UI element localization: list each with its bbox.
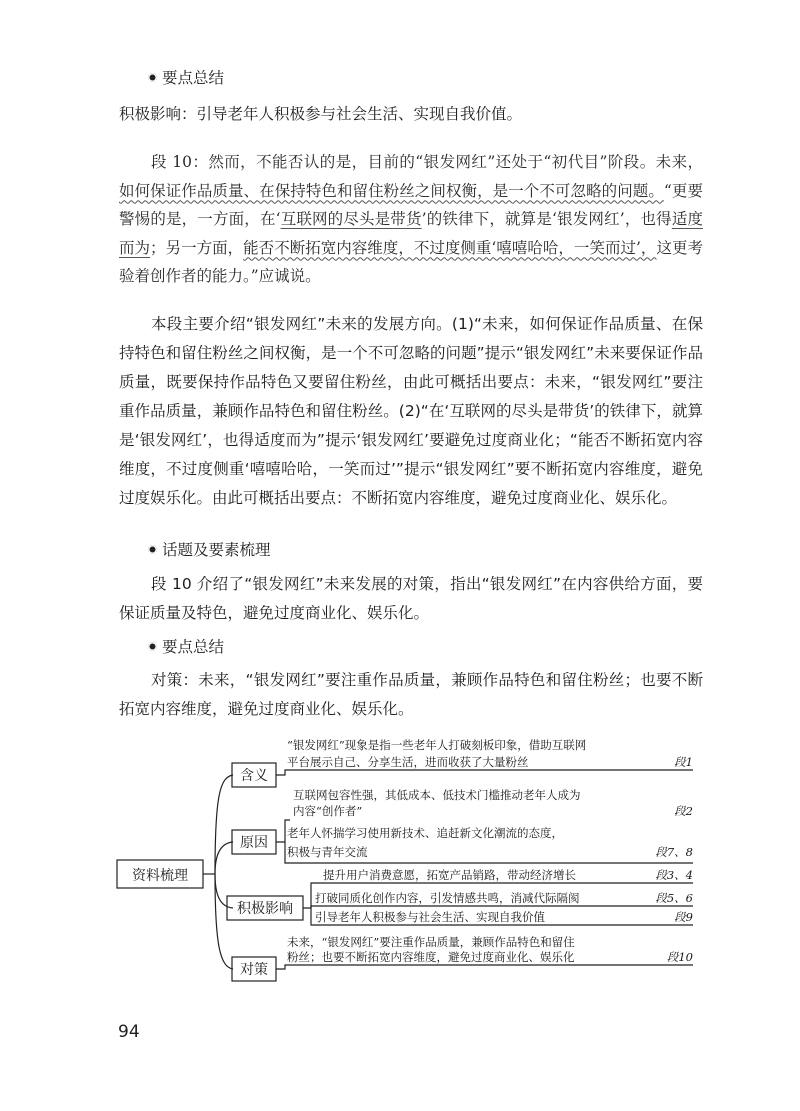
- paragraph-ref: 段1: [674, 755, 693, 769]
- topic-heading: 话题及要素梳理: [148, 538, 732, 562]
- paragraph-ref: 段7、8: [655, 845, 693, 859]
- leaf-text: “银发网红”现象是指一些老年人打破刻板印象，借助互联网: [287, 738, 587, 752]
- root-label: 资料梳理: [132, 868, 188, 884]
- underlined-phrase: 适度而为: [119, 210, 703, 257]
- leaf-text: 内容“创作者”: [293, 804, 363, 818]
- topic-text: 段 10 介绍了“银发网红”未来发展的对策，指出“银发网红”在内容供给方面，要保证质量及特色，避免过度商业化、娱乐化。: [119, 575, 703, 622]
- leaf-text: 未来，“银发网红”要注重作品质量，兼顾作品特色和留住: [287, 935, 575, 949]
- leaf-text: 互联网包容性强，其低成本、低技术门槛推动老年人成为: [293, 788, 581, 802]
- summary-text-1: 积极影响：引导老年人积极参与社会生活、实现自我价值。: [119, 105, 523, 123]
- paragraph-ref: 段9: [674, 910, 693, 924]
- analysis-paragraph: 本段主要介绍“银发网红”未来的发展方向。(1)“未来，如何保证作品质量、在保持特色和留住粉丝之间权衡，是一个不可忽略的问题”提示“银发网红”未来要保证作品质量，既要保持作品特色又要留住粉丝，由此可概括出要点：未来，“银发网红”要注重作品质量，兼顾作品特色和留住粉丝。(2)“在‘互联网的尽头是带货’的铁律下，就算是‘银发网红’，也得适度而为”提示‘银发网红’要避免过度商业化；“能否不断拓宽内容维度，不过度侧重‘嘻嘻哈哈，一笑而过’”提示“银发网红”要不断拓宽内容维度，避免过度娱乐化。由此可概括出要点：不断拓宽内容维度，避免过度商业化、娱乐化。: [119, 315, 703, 507]
- bullet-icon: [148, 642, 157, 651]
- leaf-text: 老年人怀揣学习使用新技术、追赶新文化潮流的态度，: [287, 826, 563, 840]
- passage-lead: 段 10：然而，不能否认的是，目前的“银发网红”还处于“初代目”阶段。未来，: [151, 153, 703, 171]
- page-number: 94: [118, 1022, 140, 1042]
- summary-heading-2: 要点总结: [148, 635, 732, 659]
- resource-mindmap: [115, 735, 695, 995]
- underlined-phrase: 如何保证作品质量、在保持特色和留住粉丝之间权衡，是一个不可忽略的问题。: [119, 181, 664, 200]
- paragraph-ref: 段2: [674, 804, 693, 818]
- paragraph-ref: 段3、4: [655, 868, 693, 882]
- leaf-text: 积极与青年交流: [287, 845, 368, 859]
- bullet-icon: [148, 73, 157, 82]
- leaf-text: 提升用户消费意愿，拓宽产品销路，带动经济增长: [323, 868, 576, 882]
- passage-10: 段 10：然而，不能否认的是，目前的“银发网红”还处于“初代目”阶段。未来，如何保证作品质量、在保持特色和留住粉丝之间权衡，是一个不可忽略的问题。“更要警惕的是，一方面，在‘互联网的尽头是带货’的铁律下，就算是‘银发网红’，也得适度而为；另一方面，能否不断拓宽内容维度，不过度侧重‘嘻嘻哈哈，一笑而过’，这更考验着创作者的能力。”应诚说。: [119, 153, 703, 285]
- node-label-impact: 积极影响: [237, 901, 293, 917]
- leaf-text: 打破同质化创作内容，引发情感共鸣，消减代际隔阂: [315, 891, 580, 905]
- leaf-text: 平台展示自己、分享生活，进而收获了大量粉丝: [287, 755, 529, 769]
- paragraph-ref: 段10: [666, 950, 693, 964]
- underlined-phrase: 互联网的尽头是带货: [280, 210, 422, 228]
- underlined-phrase: 能否不断拓宽内容维度，不过度侧重‘嘻嘻哈哈，一笑而过’，: [243, 238, 657, 257]
- paragraph-ref: 段5、6: [655, 891, 693, 905]
- leaf-text: 粉丝；也要不断拓宽内容维度，避免过度商业化、娱乐化: [287, 950, 575, 964]
- node-label-meaning: 含义: [240, 768, 268, 784]
- leaf-text: 引导老年人积极参与社会生活、实现自我价值: [315, 910, 545, 924]
- summary-heading-1: 要点总结: [148, 66, 732, 90]
- node-label-cause: 原因: [240, 835, 268, 851]
- node-label-strategy: 对策: [240, 962, 268, 978]
- summary-text-2: 对策：未来，“银发网红”要注重作品质量，兼顾作品特色和留住粉丝；也要不断拓宽内容维度，避免过度商业化、娱乐化。: [119, 671, 703, 718]
- bullet-icon: [148, 545, 157, 554]
